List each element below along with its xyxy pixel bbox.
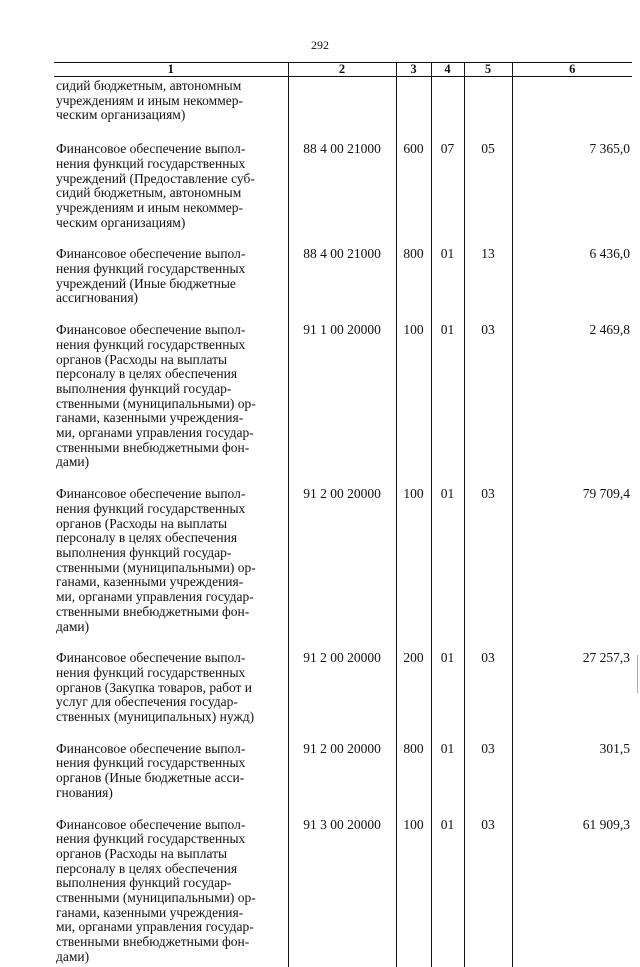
rz-cell: 01 <box>431 323 464 487</box>
description-line: органов (Расходы на выплаты <box>56 351 228 367</box>
description-line: Финансовое обеспечение выпол- <box>56 141 246 157</box>
description-line: гнования) <box>56 784 113 800</box>
description-line: дами) <box>56 618 90 634</box>
table-header <box>54 63 632 77</box>
amount-cell <box>512 77 632 143</box>
description-line: ассигнования) <box>56 290 139 306</box>
vr-cell: 800 <box>396 247 431 323</box>
description-line: Финансовое обеспечение выпол- <box>56 322 246 338</box>
description-line: персоналу в целях обеспечения <box>56 530 238 546</box>
description-line: нения функций государственных <box>56 755 246 771</box>
rz-cell: 01 <box>431 487 464 651</box>
description-line: нения функций государственных <box>56 831 246 847</box>
table-row <box>54 323 632 487</box>
description-line: нения функций государственных <box>56 155 246 171</box>
pr-cell: 03 <box>464 323 512 487</box>
rz-cell: 01 <box>431 742 464 818</box>
description-cell <box>54 742 288 818</box>
description-line: персоналу в целях обеспечения <box>56 860 238 876</box>
rz-cell: 01 <box>431 247 464 323</box>
description-line: Финансовое обеспечение выпол- <box>56 816 246 832</box>
description-cell <box>54 818 288 967</box>
description-line: учреждений (Иные бюджетные <box>56 275 236 291</box>
rz-cell: 01 <box>431 818 464 967</box>
table-body <box>54 77 632 967</box>
description-line: ганами, казенными учреждения- <box>56 410 244 426</box>
description-line: сидий бюджетным, автономным <box>56 78 242 93</box>
code-cell: 91 3 00 20000 <box>288 818 396 967</box>
scan-artifact-right <box>637 655 638 693</box>
description-line: ческим организациям) <box>56 214 186 230</box>
amount-cell: 2 469,8 <box>512 323 632 487</box>
description-line: органов (Расходы на выплаты <box>56 515 228 531</box>
header-col-3: 3 <box>396 63 431 77</box>
description-line: ми, органами управления государ- <box>56 589 254 605</box>
amount-cell: 301,5 <box>512 742 632 818</box>
continuation-description <box>54 77 288 143</box>
rz-cell: 07 <box>431 142 464 247</box>
code-cell: 88 4 00 21000 <box>288 142 396 247</box>
continuation-row <box>54 77 632 143</box>
description-line: учреждениям и иным некоммер- <box>56 92 243 108</box>
header-col-4: 4 <box>431 63 464 77</box>
description-line: дами) <box>56 454 90 470</box>
table-row <box>54 742 632 818</box>
description-line: учреждений (Предоставление суб- <box>56 170 255 186</box>
pr-cell: 03 <box>464 742 512 818</box>
header-col-1: 1 <box>54 63 288 77</box>
budget-table <box>54 62 632 967</box>
amount-cell: 61 909,3 <box>512 818 632 967</box>
code-cell: 91 2 00 20000 <box>288 742 396 818</box>
pr-cell: 03 <box>464 487 512 651</box>
vr-cell: 100 <box>396 818 431 967</box>
description-cell <box>54 142 288 247</box>
description-line: дами) <box>56 948 90 964</box>
vr-cell: 100 <box>396 323 431 487</box>
vr-cell: 200 <box>396 651 431 742</box>
description-line: ственными (муниципальными) ор- <box>56 890 256 906</box>
description-line: выполнения функций государ- <box>56 875 232 891</box>
description-line: ственных (муниципальных) нужд) <box>56 709 255 725</box>
amount-cell: 79 709,4 <box>512 487 632 651</box>
table-row <box>54 818 632 967</box>
code-cell: 91 2 00 20000 <box>288 651 396 742</box>
pr-cell: 03 <box>464 651 512 742</box>
code-cell <box>288 77 396 143</box>
code-cell: 88 4 00 21000 <box>288 247 396 323</box>
table-row <box>54 247 632 323</box>
description-line: нения функций государственных <box>56 664 246 680</box>
table-row <box>54 487 632 651</box>
pr-cell: 05 <box>464 142 512 247</box>
description-line: ческим организациям) <box>56 107 186 123</box>
description-line: Финансовое обеспечение выпол- <box>56 650 246 666</box>
description-cell <box>54 487 288 651</box>
description-line: ственными (муниципальными) ор- <box>56 395 256 411</box>
vr-cell: 100 <box>396 487 431 651</box>
description-line: органов (Иные бюджетные асси- <box>56 770 245 786</box>
description-line: выполнения функций государ- <box>56 544 232 560</box>
description-line: ственными внебюджетными фон- <box>56 934 250 950</box>
pr-cell: 13 <box>464 247 512 323</box>
description-line: ственными (муниципальными) ор- <box>56 559 256 575</box>
description-line: Финансовое обеспечение выпол- <box>56 486 246 502</box>
description-cell <box>54 323 288 487</box>
table-row <box>54 142 632 247</box>
page-number: 292 <box>311 38 329 52</box>
rz-cell: 01 <box>431 651 464 742</box>
rz-cell <box>431 77 464 143</box>
header-col-2: 2 <box>288 63 396 77</box>
description-line: выполнения функций государ- <box>56 380 232 396</box>
header-col-6: 6 <box>512 63 632 77</box>
vr-cell: 800 <box>396 742 431 818</box>
description-line: ганами, казенными учреждения- <box>56 904 244 920</box>
description-line: нения функций государственных <box>56 500 246 516</box>
description-line: нения функций государственных <box>56 336 246 352</box>
vr-cell: 600 <box>396 142 431 247</box>
amount-cell: 27 257,3 <box>512 651 632 742</box>
description-line: нения функций государственных <box>56 261 246 277</box>
pr-cell: 03 <box>464 818 512 967</box>
description-line: Финансовое обеспечение выпол- <box>56 740 246 756</box>
amount-cell: 7 365,0 <box>512 142 632 247</box>
description-line: ми, органами управления государ- <box>56 425 254 441</box>
code-cell: 91 1 00 20000 <box>288 323 396 487</box>
code-cell: 91 2 00 20000 <box>288 487 396 651</box>
description-line: персоналу в целях обеспечения <box>56 366 238 382</box>
description-line: услуг для обеспечения государ- <box>56 694 238 710</box>
description-line: органов (Закупка товаров, работ и <box>56 679 253 695</box>
description-line: органов (Расходы на выплаты <box>56 845 228 861</box>
description-line: учреждениям и иным некоммер- <box>56 199 243 215</box>
pr-cell <box>464 77 512 143</box>
amount-cell: 6 436,0 <box>512 247 632 323</box>
header-col-5: 5 <box>464 63 512 77</box>
description-line: сидий бюджетным, автономным <box>56 185 242 201</box>
description-cell <box>54 247 288 323</box>
description-line: ганами, казенными учреждения- <box>56 574 244 590</box>
table-row <box>54 651 632 742</box>
description-cell <box>54 651 288 742</box>
vr-cell <box>396 77 431 143</box>
description-line: Финансовое обеспечение выпол- <box>56 246 246 262</box>
description-line: ственными внебюджетными фон- <box>56 439 250 455</box>
description-line: ственными внебюджетными фон- <box>56 603 250 619</box>
description-line: ми, органами управления государ- <box>56 919 254 935</box>
